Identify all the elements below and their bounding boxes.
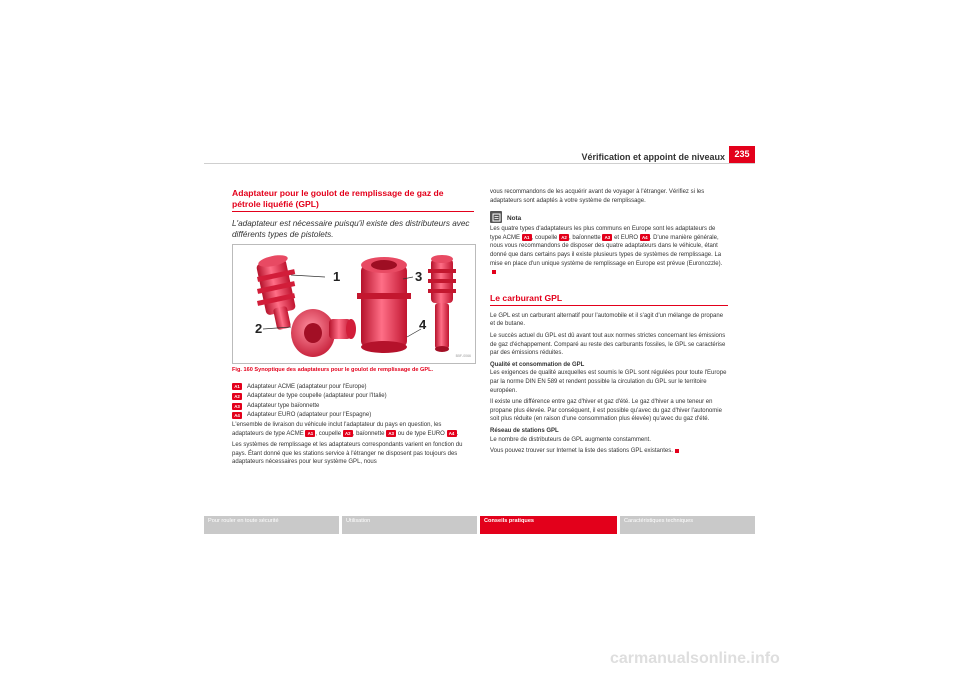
nav-tab-operation[interactable]: Utilisation bbox=[342, 516, 477, 534]
legend-badge: A3 bbox=[232, 403, 242, 410]
network-paragraph: Le nombre de distributeurs de GPL augmente constamment. bbox=[490, 436, 651, 443]
legend-item bbox=[232, 411, 474, 420]
bayonet-adapter-shape bbox=[357, 257, 411, 353]
legend-badge: A1 bbox=[232, 383, 242, 390]
inline-badge: A1 bbox=[305, 430, 315, 437]
legend-text: Adaptateur de type coupelle (adaptateur pour l'Italie) bbox=[247, 393, 387, 400]
legend-item bbox=[232, 392, 474, 401]
legend-item bbox=[232, 383, 474, 392]
note-paragraph bbox=[490, 225, 728, 277]
text-run: et EURO bbox=[614, 234, 639, 241]
right-column bbox=[490, 188, 728, 459]
text-run: ou de type EURO bbox=[397, 430, 445, 437]
note-title: Nota bbox=[507, 214, 522, 222]
text-run: , coupelle bbox=[531, 234, 558, 241]
text-run: L'ensemble de livraison du véhicule inclut l'adaptateur du pays en question, les adaptateurs de type ACME bbox=[232, 421, 442, 437]
legend-item bbox=[232, 402, 474, 411]
text-run: , baïonnette bbox=[352, 430, 385, 437]
quality-paragraph: Les exigences de qualité auxquelles est soumis le GPL sont régulées pour toute l'Europe par la norme DIN EN 589 et rendent possible la circulation du GPL sur le territoire européen. bbox=[490, 370, 727, 394]
internet-paragraph bbox=[490, 447, 728, 456]
page-number: 235 bbox=[729, 146, 755, 163]
inline-badge: A4 bbox=[640, 234, 650, 241]
header-divider bbox=[204, 163, 755, 164]
section-lead: L'adaptateur est nécessaire puisqu'il existe des distributeurs avec différents types de pistolets. bbox=[232, 219, 470, 239]
legend-text: Adaptateur ACME (adaptateur pour l'Europe) bbox=[247, 383, 367, 390]
adapter-figure bbox=[232, 244, 476, 364]
legend-badge: A2 bbox=[232, 393, 242, 400]
systems-paragraph: Les systèmes de remplissage et les adaptateurs correspondants varient en fonction du pays. Étant donné que les stations service à l'étranger ne disposent pas toujours des adaptateurs nécessaires pour leur système GPL, nous bbox=[232, 442, 463, 466]
delivery-paragraph bbox=[232, 421, 474, 438]
euro-adapter-shape bbox=[428, 255, 456, 352]
network-subheading: Réseau de stations GPL bbox=[490, 427, 559, 434]
text-run: . D'une manière générale, nous vous recommandons de disposer des quatre adaptateurs dans le véhicule, étant donné que dans certains pays il existe plusieurs types de systèmes de remplissage. La mise en place d'un unique système de remplissage en Europe est prévue (Euronozzle). bbox=[490, 234, 723, 267]
figure-code: B5F-0066 bbox=[455, 354, 471, 359]
adapters-illustration bbox=[233, 245, 475, 363]
callout-4: 4 bbox=[419, 317, 427, 332]
lpg-success-paragraph: Le succès actuel du GPL est dû avant tout aux normes strictes concernant les émissions de gaz d'échappement. Comparé au reste des carburants fossiles, le GPL se caractérise par des émissions réduites. bbox=[490, 333, 726, 357]
legend-text: Adaptateur type baïonnette bbox=[247, 402, 320, 409]
text-run: Vous pouvez trouver sur Internet la liste des stations GPL existantes. bbox=[490, 448, 673, 455]
quality-subheading: Qualité et consommation de GPL bbox=[490, 361, 585, 368]
adapter-legend bbox=[232, 383, 474, 420]
section-title-adapter: Adaptateur pour le goulot de remplissage de gaz de pétrole liquéfié (GPL) bbox=[232, 188, 474, 212]
nav-tab-practical-tips[interactable]: Conseils pratiques bbox=[480, 516, 617, 534]
lpg-intro-paragraph: Le GPL est un carburant alternatif pour l'automobile et il s'agit d'un mélange de propane et de butane. bbox=[490, 312, 724, 328]
inline-badge: A2 bbox=[559, 234, 569, 241]
text-run: . bbox=[456, 430, 459, 437]
winter-gas-paragraph: Il existe une différence entre gaz d'hiver et gaz d'été. Le gaz d'hiver a une teneur en propane plus élevée. Par conséquent, il est possible qu'avec du gaz d'hiver l'autonomie soit plus réduite (en raison d'une consommation plus élevée) qu'avec du gaz d'été. bbox=[490, 399, 722, 423]
text-run: Les quatre types d'adaptateurs les plus communs en Europe sont les adaptateurs de type ACME bbox=[490, 226, 716, 241]
acme-adapter-shape bbox=[256, 253, 296, 330]
note-icon bbox=[490, 211, 502, 223]
continued-paragraph: vous recommandons de les acquérir avant de voyager à l'étranger. Vérifiez si les adaptateurs sont adaptés à votre système de remplissage. bbox=[490, 189, 705, 204]
end-mark-icon bbox=[675, 449, 679, 453]
callout-3: 3 bbox=[415, 269, 423, 284]
inline-badge: A3 bbox=[602, 234, 612, 241]
legend-text: Adaptateur EURO (adaptateur pour l'Espagne) bbox=[247, 412, 372, 419]
running-header-title: Vérification et appoint de niveaux bbox=[581, 152, 725, 162]
watermark: carmanualsonline.info bbox=[610, 650, 780, 667]
figure-caption: Fig. 160 Synoptique des adaptateurs pour le goulot de remplissage de GPL. bbox=[232, 367, 434, 373]
note-header bbox=[490, 211, 728, 223]
inline-badge: A1 bbox=[522, 234, 532, 241]
nav-tab-technical-data[interactable]: Caractéristiques techniques bbox=[620, 516, 755, 534]
nav-tab-safety[interactable]: Pour rouler en toute sécurité bbox=[204, 516, 339, 534]
text-run: , baïonnette bbox=[569, 234, 601, 241]
callout-1: 1 bbox=[333, 269, 341, 284]
dish-adapter-shape bbox=[291, 309, 356, 357]
left-column bbox=[232, 188, 474, 470]
legend-badge: A4 bbox=[232, 412, 242, 419]
callout-2: 2 bbox=[255, 321, 263, 336]
inline-badge: A3 bbox=[386, 430, 396, 437]
section-title-lpg: Le carburant GPL bbox=[490, 293, 728, 306]
inline-badge: A4 bbox=[447, 430, 457, 437]
end-mark-icon bbox=[492, 270, 496, 274]
text-run: , coupelle bbox=[315, 430, 342, 437]
inline-badge: A2 bbox=[343, 430, 353, 437]
